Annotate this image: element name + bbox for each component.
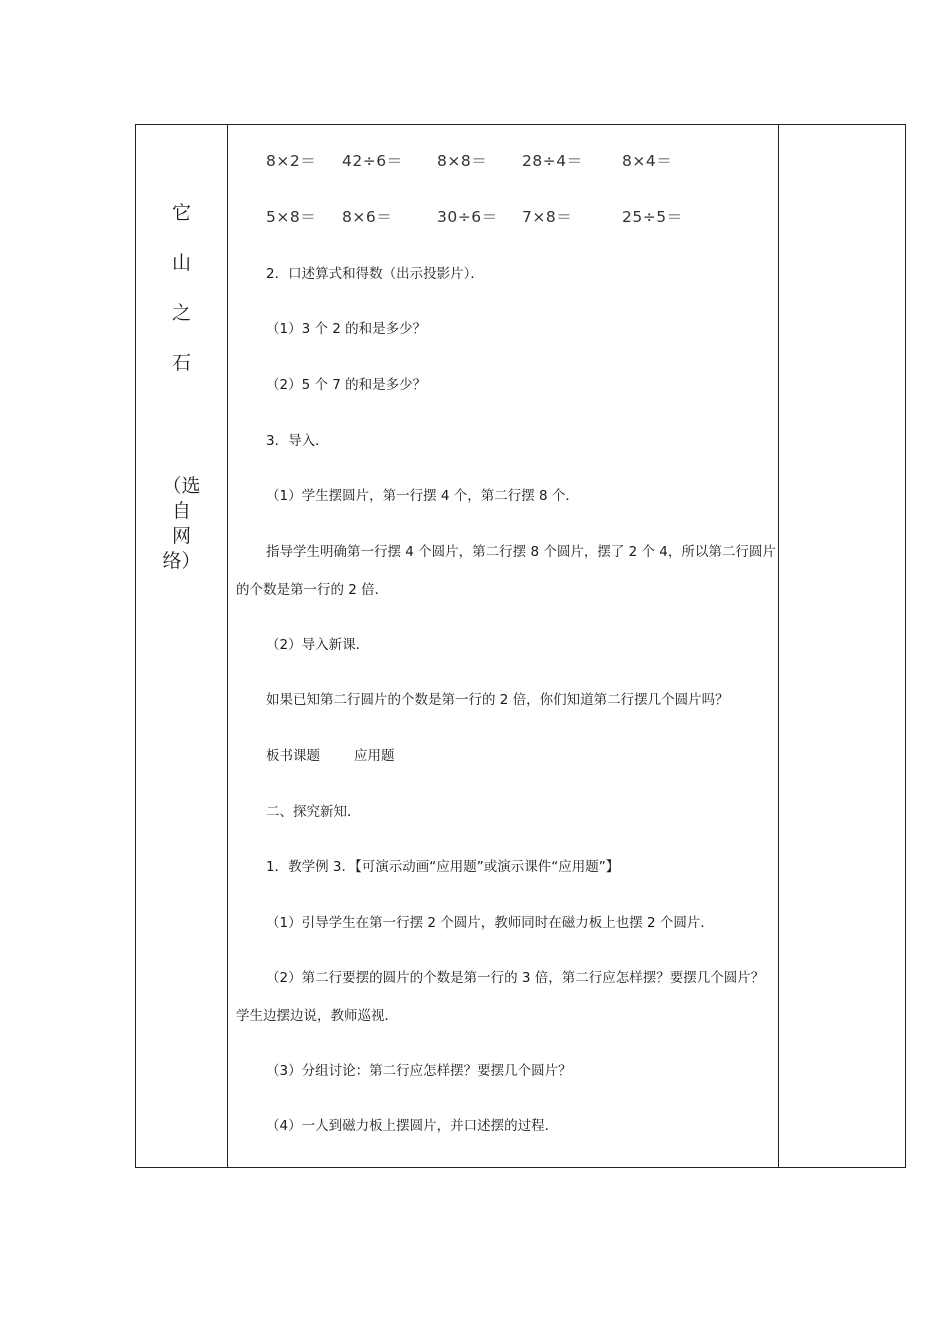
sidebar-note-line: 络） bbox=[162, 550, 201, 572]
sidebar-note-line: （选 bbox=[162, 475, 201, 497]
math-expression: 8×4＝ bbox=[622, 152, 673, 170]
paragraph-question-2: （2）5 个 7 的和是多少？ bbox=[266, 377, 427, 393]
math-expression: 7×8＝ bbox=[522, 208, 573, 226]
lesson-table bbox=[135, 124, 906, 1168]
paragraph-example: 1．教学例 3．【可演示动画“应用题”或演示课件“应用题”】 bbox=[266, 859, 620, 875]
math-expression: 5×8＝ bbox=[266, 208, 317, 226]
column-divider-left bbox=[227, 125, 228, 1167]
math-expression: 42÷6＝ bbox=[342, 152, 403, 170]
paragraph-step-1: （1）引导学生在第一行摆 2 个圆片，教师同时在磁力板上也摆 2 个圆片． bbox=[266, 915, 714, 931]
sidebar-title-char: 它 bbox=[171, 202, 191, 224]
sidebar-note-line: 自 bbox=[171, 500, 191, 522]
paragraph-explore-heading: 二、探究新知． bbox=[266, 804, 361, 820]
sidebar-title-char: 山 bbox=[171, 252, 191, 274]
board-title: 应用题 bbox=[354, 748, 395, 764]
sidebar-note bbox=[136, 474, 227, 574]
sidebar-title-char: 之 bbox=[171, 302, 191, 324]
math-expression: 8×6＝ bbox=[342, 208, 393, 226]
math-expression: 8×2＝ bbox=[266, 152, 317, 170]
sidebar-note-line: 网 bbox=[171, 525, 191, 547]
paragraph-step-4: （4）一人到磁力板上摆圆片，并口述摆的过程． bbox=[266, 1118, 559, 1134]
sidebar-title-char: 石 bbox=[171, 352, 191, 374]
math-expression: 8×8＝ bbox=[437, 152, 488, 170]
paragraph-guide: 指导学生明确第一行摆 4 个圆片，第二行摆 8 个圆片，摆了 2 个 4，所以第二行圆片的个数是第一行的 2 倍． bbox=[236, 544, 776, 598]
math-expression: 25÷5＝ bbox=[622, 208, 683, 226]
paragraph-question-1: （1）3 个 2 的和是多少？ bbox=[266, 321, 427, 337]
board-label: 板书课题 bbox=[266, 748, 320, 764]
paragraph-intro-heading: 3．导入． bbox=[266, 433, 329, 449]
math-expression: 30÷6＝ bbox=[437, 208, 498, 226]
paragraph-step-2: （2）第二行要摆的圆片的个数是第一行的 3 倍，第二行应怎样摆？要摆几个圆片？学生边摆边说，教师巡视． bbox=[236, 970, 765, 1024]
paragraph-oral: 2．口述算式和得数（出示投影片）． bbox=[266, 266, 484, 282]
paragraph-intro-2: （2）导入新课． bbox=[266, 637, 370, 653]
math-expression: 28÷4＝ bbox=[522, 152, 583, 170]
sidebar-title bbox=[136, 201, 227, 401]
board-title-row bbox=[236, 746, 395, 766]
paragraph-question: 如果已知第二行圆片的个数是第一行的 2 倍，你们知道第二行摆几个圆片吗？ bbox=[266, 692, 729, 708]
paragraph-intro-1: （1）学生摆圆片，第一行摆 4 个，第二行摆 8 个． bbox=[266, 488, 579, 504]
paragraph-step-3: （3）分组讨论：第二行应怎样摆？要摆几个圆片？ bbox=[266, 1063, 572, 1079]
column-divider-right bbox=[778, 125, 779, 1167]
